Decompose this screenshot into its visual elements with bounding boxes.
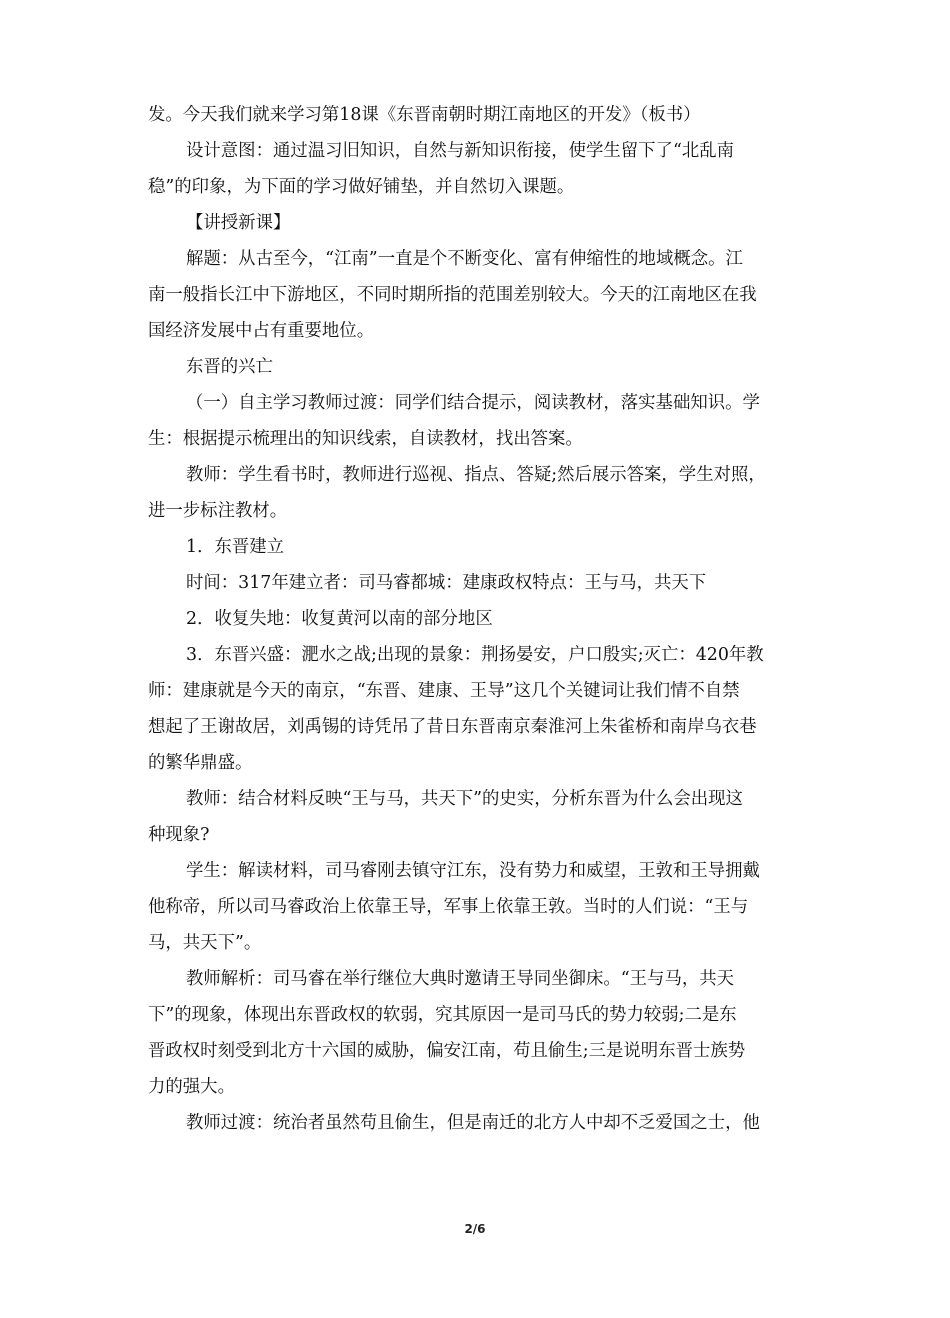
- text-line: 解题：从古至今，“江南”一直是个不断变化、富有伸缩性的地域概念。江: [186, 249, 743, 269]
- text-line: 教师：学生看书时，教师进行巡视、指点、答疑;然后展示答案，学生对照，: [186, 465, 766, 485]
- text-line: （一）自主学习教师过渡：同学们结合提示，阅读教材，落实基础知识。学: [186, 393, 760, 413]
- list-item: 3．东晋兴盛：淝水之战;出现的景象：荆扬晏安，户口殷实;灭亡：420年教: [186, 645, 764, 665]
- text-line: 时间：317年建立者：司马睿都城：建康政权特点：王与马，共天下: [186, 573, 707, 593]
- text-line: 设计意图：通过温习旧知识，自然与新知识衔接，使学生留下了“北乱南: [186, 141, 735, 161]
- text-line: 他称帝，所以司马睿政治上依靠王导，军事上依靠王敦。当时的人们说：“王与: [148, 897, 749, 917]
- list-item: 1．东晋建立: [186, 537, 285, 557]
- text-line: 学生：解读材料，司马睿刚去镇守江东，没有势力和威望，王敦和王导拥戴: [186, 861, 760, 881]
- text-line: 下”的现象，体现出东晋政权的软弱，究其原因一是司马氏的势力较弱;二是东: [148, 1005, 737, 1025]
- text-line: 教师过渡：统治者虽然苟且偷生，但是南迁的北方人中却不乏爱国之士，他: [186, 1113, 760, 1133]
- text-line: 的繁华鼎盛。: [148, 753, 253, 773]
- text-line: 生：根据提示梳理出的知识线索，自读教材，找出答案。: [148, 429, 583, 449]
- section-heading: 【讲授新课】: [186, 213, 291, 233]
- text-line: 师：建康就是今天的南京，“东晋、建康、王导”这几个关键词让我们情不自禁: [148, 681, 740, 701]
- text-line: 进一步标注教材。: [148, 501, 288, 521]
- text-line: 南一般指长江中下游地区，不同时期所指的范围差别较大。今天的江南地区在我: [148, 285, 757, 305]
- list-item: 2．收复失地：收复黄河以南的部分地区: [186, 609, 493, 629]
- text-line: 稳”的印象，为下面的学习做好铺垫，并自然切入课题。: [148, 177, 575, 197]
- text-line: 教师：结合材料反映“王与马，共天下”的史实，分析东晋为什么会出现这: [186, 789, 743, 809]
- text-line: 种现象?: [148, 825, 210, 845]
- text-line: 国经济发展中占有重要地位。: [148, 321, 375, 341]
- text-line: 想起了王谢故居，刘禹锡的诗凭吊了昔日东晋南京秦淮河上朱雀桥和南岸乌衣巷: [148, 717, 757, 737]
- page-number: 2/6: [464, 1222, 486, 1236]
- text-line: 教师解析：司马睿在举行继位大典时邀请王导同坐御床。“王与马，共天: [186, 969, 735, 989]
- text-line: 晋政权时刻受到北方十六国的威胁，偏安江南，苟且偷生;三是说明东晋士族势: [148, 1041, 746, 1061]
- text-line: 力的强大。: [148, 1077, 235, 1097]
- text-line: 马，共天下”。: [148, 933, 262, 953]
- text-line: 发。今天我们就来学习第18课《东晋南朝时期江南地区的开发》（板书）: [148, 105, 701, 125]
- subsection-heading: 东晋的兴亡: [186, 357, 273, 377]
